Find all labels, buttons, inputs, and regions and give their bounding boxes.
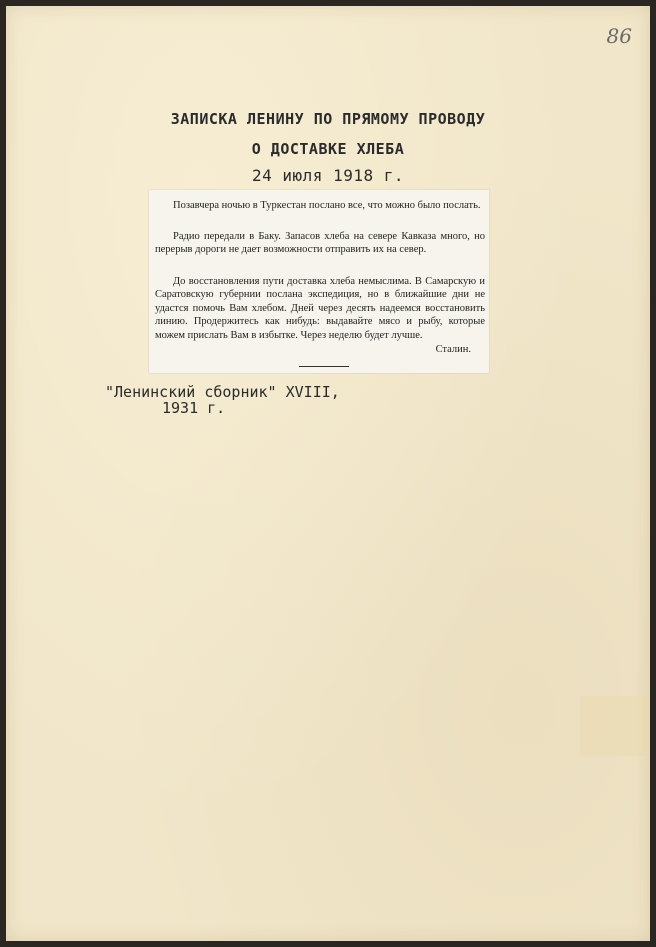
document-title-line-1: ЗАПИСКА ЛЕНИНУ ПО ПРЯМОМУ ПРОВОДУ: [170, 110, 486, 128]
page-number: 86: [606, 24, 632, 48]
document-page: [6, 6, 650, 941]
document-title-line-2: О ДОСТАВКЕ ХЛЕБА: [251, 140, 405, 158]
clipping-paragraph-1: Позавчера ночью в Туркестан послано все, что можно было послать.: [173, 200, 481, 211]
clipping-paragraph-2: Радио передали в Баку. Запасов хлеба на севере Кавказа много, но перерыв дороги не дает возможности отправить их на север.: [155, 231, 485, 256]
document-date: 24 июля 1918 г.: [252, 166, 404, 185]
clipping-signature: Сталин.: [435, 344, 471, 355]
source-citation-line-1: "Ленинский сборник" XVIII,: [105, 383, 340, 401]
clipping-paragraph-3: До восстановления пути доставка хлеба немыслима. В Самарскую и Саратовскую губернии послана экспедиция, но в ближайшие дни не удастся помочь Вам хлебом. Дней через десять надеемся восстановить линию. Продержитесь как нибудь: выдавайте мясо и рыбу, которые можем прислать Вам в избытке. Через неделю будет лучше.: [155, 276, 485, 341]
paper-stain: [580, 696, 650, 756]
pasted-newspaper-clipping: [149, 190, 489, 373]
clipping-divider: [299, 366, 349, 367]
source-citation-line-2: 1931 г.: [162, 399, 226, 417]
